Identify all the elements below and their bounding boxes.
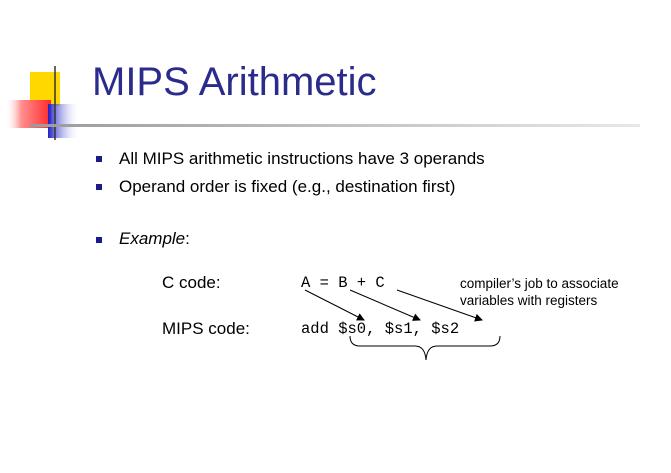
bullet-operands: All MIPS arithmetic instructions have 3 operands xyxy=(119,149,485,168)
slide-title: MIPS Arithmetic xyxy=(92,60,377,104)
annotation-line-2: variables with registers xyxy=(460,293,598,308)
annotation-line-1: compiler’s job to associate xyxy=(460,276,619,291)
c-code-label: C code: xyxy=(162,273,221,292)
register-brace xyxy=(350,336,500,360)
example-label: Example xyxy=(119,229,186,248)
mips-code-label: MIPS code: xyxy=(162,319,250,338)
mips-code-statement: add $s0, $s1, $s2 xyxy=(301,320,460,338)
example-colon: : xyxy=(185,229,190,248)
bullet-operand-order: Operand order is fixed (e.g., destination first) xyxy=(119,177,456,196)
c-code-statement: A = B + C xyxy=(301,274,385,292)
arrow-a-to-s0 xyxy=(305,290,364,320)
